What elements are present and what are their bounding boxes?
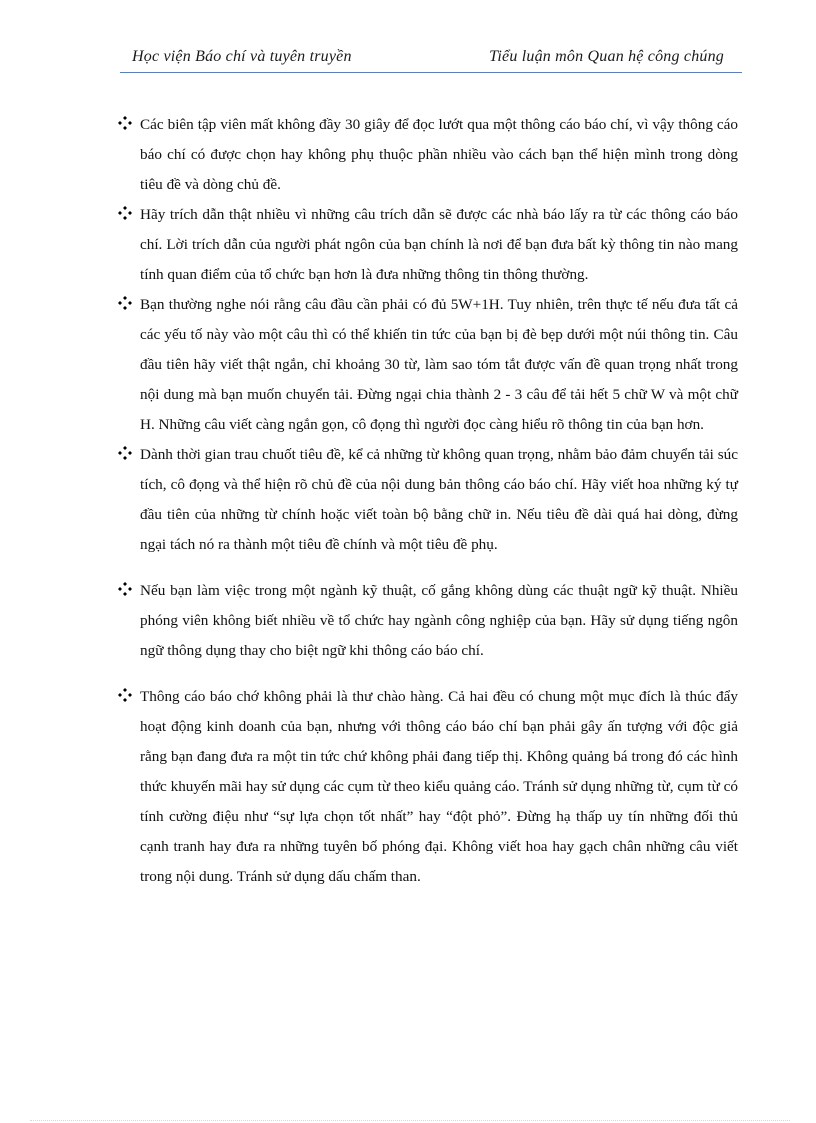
bullet-list (118, 110, 738, 892)
header-document-title: Tiểu luận môn Quan hệ công chúng (489, 48, 724, 65)
bullet-item (118, 290, 738, 440)
bullet-text: Dành thời gian trau chuốt tiêu đề, kể cả những từ không quan trọng, nhằm bảo đảm chuyển tải súc tích, cô đọng và thể hiện rõ chủ đề của nội dung bản thông cáo báo chí. Hãy viết hoa những ký tự đầu tiên của những từ chính hoặc viết toàn bộ bằng chữ in. Nếu tiêu đề dài quá hai dòng, đừng ngại tách nó ra thành một tiêu đề chính và một tiêu đề phụ. (140, 446, 738, 553)
diamond-four-bullet-icon (118, 446, 132, 460)
header-institution: Học viện Báo chí và tuyên truyền (132, 48, 352, 65)
header-divider (120, 72, 742, 73)
bullet-item (118, 682, 738, 892)
page-header (120, 48, 742, 72)
page-bottom-border (30, 1120, 790, 1121)
bullet-item (118, 200, 738, 290)
diamond-four-bullet-icon (118, 582, 132, 596)
diamond-four-bullet-icon (118, 688, 132, 702)
diamond-four-bullet-icon (118, 206, 132, 220)
bullet-text: Nếu bạn làm việc trong một ngành kỹ thuật, cố gắng không dùng các thuật ngữ kỹ thuật. Nhiều phóng viên không biết nhiều về tổ chức hay ngành công nghiệp của bạn. Hãy sử dụng tiếng ngôn ngữ thông dụng thay cho biệt ngữ khi thông cáo báo chí. (140, 582, 738, 659)
bullet-item (118, 576, 738, 666)
bullet-text: Các biên tập viên mất không đầy 30 giây để đọc lướt qua một thông cáo báo chí, vì vậy thông cáo báo chí có được chọn hay không phụ thuộc phần nhiều vào cách bạn thể hiện mình trong dòng tiêu đề và dòng chủ đề. (140, 116, 738, 193)
bullet-text: Thông cáo báo chớ không phải là thư chào hàng. Cả hai đều có chung một mục đích là thúc đẩy hoạt động kinh doanh của bạn, nhưng với thông cáo báo chí bạn phải gây ấn tượng với độc giả rằng bạn đang đưa ra một tin tức chứ không phải đang tiếp thị. Không quảng bá trong đó các hình thức khuyến mãi hay sử dụng các cụm từ theo kiểu quảng cáo. Tránh sử dụng những từ, cụm từ có tính cường điệu như “sự lựa chọn tốt nhất” hay “đột phỏ”. Đừng hạ thấp uy tín những đối thủ cạnh tranh hay đưa ra những tuyên bố phóng đại. Không viết hoa hay gạch chân những câu viết trong nội dung. Tránh sử dụng dấu chấm than. (140, 688, 738, 885)
bullet-item (118, 110, 738, 200)
bullet-text: Bạn thường nghe nói rằng câu đầu cần phải có đủ 5W+1H. Tuy nhiên, trên thực tế nếu đưa tất cả các yếu tố này vào một câu thì có thể khiến tin tức của bạn bị đè bẹp dưới một núi thông tin. Câu đầu tiên hãy viết thật ngắn, chỉ khoảng 30 từ, làm sao tóm tắt được vấn đề quan trọng nhất trong nội dung mà bạn muốn chuyển tải. Đừng ngại chia thành 2 - 3 câu để tải hết 5 chữ W và một chữ H. Những câu viết càng ngắn gọn, cô đọng thì người đọc càng hiểu rõ thông tin của bạn hơn. (140, 296, 738, 433)
diamond-four-bullet-icon (118, 116, 132, 130)
diamond-four-bullet-icon (118, 296, 132, 310)
bullet-text: Hãy trích dẫn thật nhiều vì những câu trích dẫn sẽ được các nhà báo lấy ra từ các thông cáo báo chí. Lời trích dẫn của người phát ngôn của bạn chính là nơi để bạn đưa bất kỳ thông tin nào mang tính quan điểm của tổ chức bạn hơn là đưa những thông tin thông thường. (140, 206, 738, 283)
bullet-item (118, 440, 738, 560)
